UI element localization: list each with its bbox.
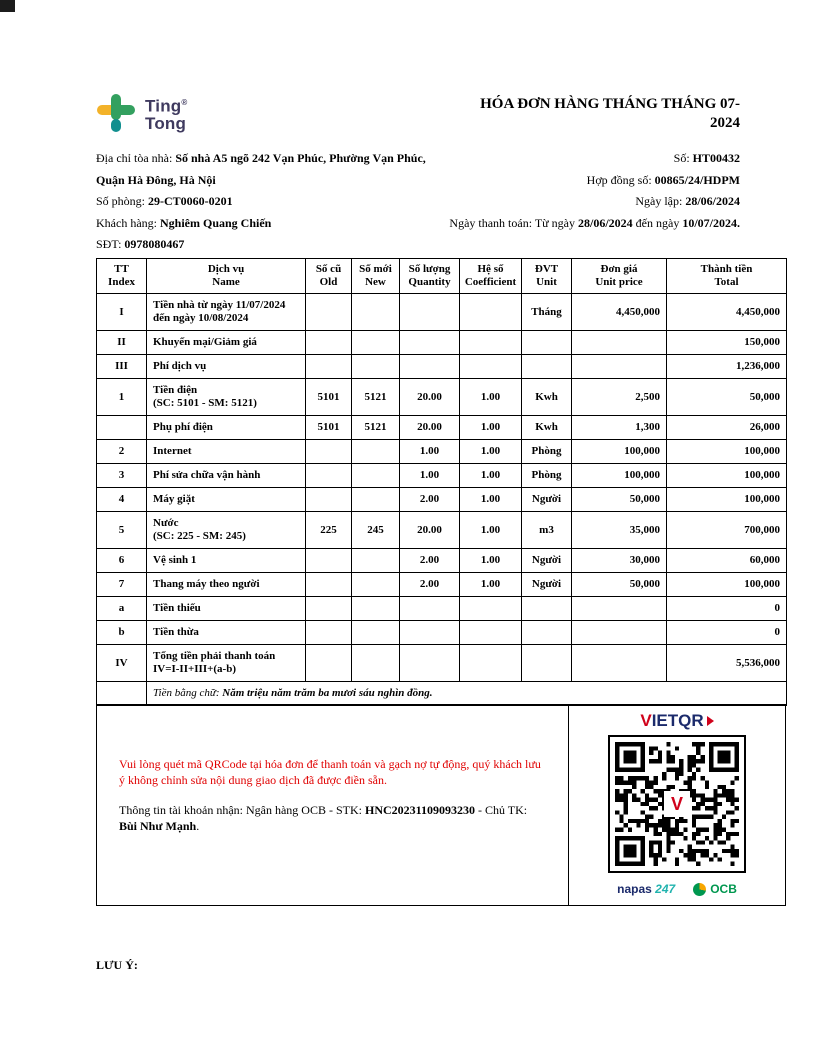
vietqr-rest-letters: IETQR <box>651 711 704 730</box>
cell-name <box>147 440 306 464</box>
cell-total: 100,000 <box>667 440 787 464</box>
info-right-text <box>674 151 740 166</box>
cell-unit: Phòng <box>522 464 572 488</box>
cell-new <box>352 488 400 512</box>
cell-new: 245 <box>352 512 400 549</box>
column-header-line: Thành tiền <box>700 263 753 275</box>
vietqr-center-v: V <box>670 794 683 814</box>
info-left-text <box>96 151 426 166</box>
invoice-table-body <box>97 294 787 682</box>
text-run: Quận Hà Đông, Hà Nội <box>96 172 216 187</box>
cell-total: 4,450,000 <box>667 294 787 331</box>
column-header <box>306 259 352 294</box>
text-run: Số nhà A5 ngõ 242 Vạn Phúc, Phường Vạn Phúc, <box>175 151 426 165</box>
cell-total: 60,000 <box>667 549 787 573</box>
cell-new <box>352 294 400 331</box>
cell-quantity: 20.00 <box>400 416 460 440</box>
vietqr-center-mark <box>664 791 690 817</box>
invoice-title-line1: HÓA ĐƠN HÀNG THÁNG THÁNG 07- <box>480 96 740 112</box>
cell-name-line: Tiền thừa <box>153 626 199 638</box>
cell-name-line: (SC: 225 - SM: 245) <box>153 530 246 542</box>
cell-coefficient: 1.00 <box>460 549 522 573</box>
info-line <box>96 237 740 259</box>
cell-total: 1,236,000 <box>667 355 787 379</box>
cell-total: 150,000 <box>667 331 787 355</box>
napas-text: napas <box>617 882 652 896</box>
tingtong-wordmark-line2: Tong <box>145 113 187 133</box>
vietqr-logo <box>640 710 713 732</box>
cell-unit-price <box>572 645 667 682</box>
cell-name-line: đến ngày 10/08/2024 <box>153 312 249 324</box>
column-header <box>460 259 522 294</box>
cell-unit: Kwh <box>522 416 572 440</box>
text-run: Hợp đồng số: <box>586 172 655 187</box>
ocb-circle-icon <box>693 883 706 896</box>
table-row <box>97 549 787 573</box>
cell-new: 5121 <box>352 416 400 440</box>
payment-qr-panel <box>569 705 785 905</box>
cell-name-line: Nước <box>153 517 179 529</box>
cell-name <box>147 512 306 549</box>
text-run: 00865/24/HDPM <box>654 172 740 187</box>
cell-unit <box>522 645 572 682</box>
cell-unit-price: 35,000 <box>572 512 667 549</box>
table-row <box>97 416 787 440</box>
text-run: . <box>737 215 740 230</box>
column-header-line: Old <box>319 276 338 288</box>
column-header <box>147 259 306 294</box>
text-run: Ngày lập: <box>635 194 686 209</box>
cell-name-line: Thang máy theo người <box>153 578 260 590</box>
cell-unit <box>522 331 572 355</box>
column-header-line: ĐVT <box>534 263 559 275</box>
column-header-line: New <box>365 276 386 288</box>
info-left-text <box>96 216 271 231</box>
cell-name <box>147 464 306 488</box>
cell-index: 2 <box>97 440 147 464</box>
table-row <box>97 331 787 355</box>
cell-unit: Người <box>522 573 572 597</box>
cell-quantity: 1.00 <box>400 440 460 464</box>
tingtong-cross-icon <box>95 92 137 134</box>
cell-name-line: Phí dịch vụ <box>153 360 207 372</box>
amount-in-words-label: Tiền bằng chữ: <box>153 687 223 699</box>
cell-coefficient: 1.00 <box>460 416 522 440</box>
column-header-line: Đơn giá <box>600 263 638 275</box>
text-run: Số: <box>673 151 693 165</box>
table-row <box>97 294 787 331</box>
table-row <box>97 440 787 464</box>
text-run: Ngày thanh toán: Từ ngày <box>449 215 578 230</box>
cell-name-line: Vệ sinh 1 <box>153 554 197 566</box>
cell-index: II <box>97 331 147 355</box>
cell-new <box>352 549 400 573</box>
cell-name-line: Tiền điện <box>153 384 198 396</box>
text-run: Bùi Như Mạnh <box>119 818 197 833</box>
cell-index: b <box>97 621 147 645</box>
info-right-text <box>635 194 740 209</box>
cell-name <box>147 355 306 379</box>
cell-old: 5101 <box>306 416 352 440</box>
text-run: SĐT: <box>96 237 125 252</box>
vietqr-arrow-icon <box>707 716 714 726</box>
column-header-line: Hệ số <box>477 263 504 275</box>
tingtong-logo <box>95 92 187 134</box>
column-header <box>400 259 460 294</box>
text-run: Nghiêm Quang Chiến <box>159 215 272 230</box>
cell-unit-price: 1,300 <box>572 416 667 440</box>
cell-index: 3 <box>97 464 147 488</box>
column-header-line: Unit <box>536 276 557 288</box>
cell-old <box>306 645 352 682</box>
text-run: Số phòng: <box>96 194 149 209</box>
info-line <box>96 173 740 195</box>
cell-old <box>306 440 352 464</box>
cell-old <box>306 621 352 645</box>
text-run: đến ngày <box>632 215 683 230</box>
cell-coefficient: 1.00 <box>460 512 522 549</box>
cell-quantity <box>400 645 460 682</box>
cell-name <box>147 294 306 331</box>
scan-corner-artifact <box>0 0 15 12</box>
table-row <box>97 355 787 379</box>
cell-unit-price: 50,000 <box>572 573 667 597</box>
tingtong-wordmark <box>145 94 187 132</box>
cell-name-line: Tiền nhà từ ngày 11/07/2024 <box>153 299 286 311</box>
text-run: 10/07/2024 <box>682 215 737 230</box>
text-run: 28/06/2024 <box>685 194 740 209</box>
cell-index: 6 <box>97 549 147 573</box>
column-header-line: Quantity <box>408 276 451 288</box>
cell-coefficient <box>460 645 522 682</box>
cell-total: 700,000 <box>667 512 787 549</box>
column-header-line: Name <box>212 276 240 288</box>
cell-name-line: IV=I-II+III+(a-b) <box>153 663 236 675</box>
cell-old <box>306 464 352 488</box>
cell-quantity <box>400 294 460 331</box>
text-run: HNC20231109093230 <box>364 803 475 817</box>
cell-unit-price: 30,000 <box>572 549 667 573</box>
cell-new <box>352 573 400 597</box>
table-row <box>97 573 787 597</box>
cell-name <box>147 645 306 682</box>
cell-old <box>306 549 352 573</box>
cell-name-line: Phụ phí điện <box>153 421 213 433</box>
text-run: . <box>196 818 200 833</box>
cell-quantity <box>400 621 460 645</box>
cell-unit <box>522 355 572 379</box>
cell-unit: Tháng <box>522 294 572 331</box>
cell-name <box>147 621 306 645</box>
invoice-title-line2: 2024 <box>710 115 740 131</box>
info-right-text <box>449 216 740 231</box>
cell-coefficient: 1.00 <box>460 464 522 488</box>
cell-old <box>306 294 352 331</box>
cell-index: a <box>97 597 147 621</box>
text-run: Khách hàng: <box>96 215 160 230</box>
info-right-text <box>587 173 740 188</box>
cell-index: 7 <box>97 573 147 597</box>
cell-name-line: Khuyến mại/Giảm giá <box>153 336 257 348</box>
cell-quantity: 20.00 <box>400 512 460 549</box>
payment-account-info <box>119 803 542 834</box>
cell-name-line: (SC: 5101 - SM: 5121) <box>153 397 257 409</box>
cell-old: 5101 <box>306 379 352 416</box>
table-row <box>97 464 787 488</box>
notes-heading: LƯU Ý: <box>96 958 138 972</box>
payment-notice: Vui lòng quét mã QRCode tại hóa đơn để thanh toán và gạch nợ tự động, quý khách lưu ý không chỉnh sửa nội dung giao dịch đã được điền sẵn. <box>119 757 541 787</box>
cell-unit-price <box>572 621 667 645</box>
payment-network-logos <box>617 882 737 896</box>
amount-in-words <box>147 682 787 706</box>
cell-unit: Người <box>522 488 572 512</box>
cell-coefficient: 1.00 <box>460 440 522 464</box>
qr-code <box>608 735 746 873</box>
info-left-text <box>96 237 184 252</box>
cell-index: 5 <box>97 512 147 549</box>
cell-total: 100,000 <box>667 488 787 512</box>
cell-unit: m3 <box>522 512 572 549</box>
cell-total: 0 <box>667 621 787 645</box>
tingtong-wordmark-line1 <box>145 94 187 115</box>
cell-unit-price: 2,500 <box>572 379 667 416</box>
text-run: Địa chỉ tòa nhà: <box>96 151 176 165</box>
info-line <box>96 216 740 238</box>
cell-quantity: 2.00 <box>400 488 460 512</box>
info-left-text <box>96 173 216 188</box>
text-run: Thông tin tài khoản nhận: Ngân hàng OCB - STK: <box>119 803 365 817</box>
invoice-info <box>96 151 740 259</box>
column-header-line: Số cũ <box>315 263 342 275</box>
table-row <box>97 379 787 416</box>
cell-index: 1 <box>97 379 147 416</box>
text-run: 0978080467 <box>124 237 185 252</box>
amount-in-words-value: Năm triệu năm trăm ba mươi sáu nghìn đồng. <box>222 687 433 699</box>
column-header <box>522 259 572 294</box>
text-run: 28/06/2024 <box>578 215 633 230</box>
cell-total: 100,000 <box>667 464 787 488</box>
vietqr-v-letter: V <box>640 711 652 730</box>
cell-quantity: 20.00 <box>400 379 460 416</box>
cell-unit-price <box>572 355 667 379</box>
cell-unit-price: 50,000 <box>572 488 667 512</box>
cell-unit: Kwh <box>522 379 572 416</box>
cell-coefficient <box>460 294 522 331</box>
column-header-line: Total <box>714 276 739 288</box>
cell-name-line: Tổng tiền phải thanh toán <box>153 650 276 662</box>
info-line <box>96 194 740 216</box>
cell-coefficient: 1.00 <box>460 488 522 512</box>
column-header-line: Số lượng <box>408 263 451 275</box>
table-row <box>97 645 787 682</box>
cell-new <box>352 331 400 355</box>
registered-mark: ® <box>181 98 188 108</box>
column-header-line: Số mới <box>359 263 392 275</box>
cell-name-line: Phí sửa chữa vận hành <box>153 469 261 481</box>
logo-text-ting: Ting <box>145 96 182 116</box>
ocb-text: OCB <box>710 882 737 896</box>
cell-name <box>147 488 306 512</box>
cell-index: III <box>97 355 147 379</box>
cell-old <box>306 331 352 355</box>
column-header <box>352 259 400 294</box>
napas-247-text: 247 <box>655 882 676 896</box>
column-header-line: TT <box>114 263 129 275</box>
info-line <box>96 151 740 173</box>
cell-coefficient <box>460 331 522 355</box>
column-header-line: Coefficient <box>464 276 517 288</box>
cell-name <box>147 597 306 621</box>
cell-unit: Phòng <box>522 440 572 464</box>
cell-new <box>352 645 400 682</box>
column-header-line: Unit price <box>595 276 643 288</box>
napas-logo <box>617 882 675 896</box>
cell-new <box>352 355 400 379</box>
cell-name <box>147 416 306 440</box>
payment-instructions <box>97 705 569 905</box>
cell-new <box>352 440 400 464</box>
cell-unit <box>522 621 572 645</box>
cell-new: 5121 <box>352 379 400 416</box>
cell-total: 0 <box>667 597 787 621</box>
empty-cell <box>97 682 147 706</box>
cell-old <box>306 597 352 621</box>
invoice-title <box>420 95 740 133</box>
invoice-table <box>96 258 787 706</box>
cell-old <box>306 573 352 597</box>
column-header-line: Index <box>108 276 135 288</box>
column-header <box>97 259 147 294</box>
cell-quantity <box>400 331 460 355</box>
cell-total: 50,000 <box>667 379 787 416</box>
text-run: - Chủ TK: <box>475 803 528 817</box>
cell-coefficient <box>460 355 522 379</box>
cell-coefficient: 1.00 <box>460 379 522 416</box>
cell-name <box>147 573 306 597</box>
cell-new <box>352 464 400 488</box>
cell-unit-price: 100,000 <box>572 464 667 488</box>
cell-new <box>352 621 400 645</box>
cell-index: I <box>97 294 147 331</box>
cell-old: 225 <box>306 512 352 549</box>
cell-coefficient <box>460 597 522 621</box>
cell-unit-price <box>572 331 667 355</box>
cell-name-line: Tiền thiếu <box>153 602 201 614</box>
cell-old <box>306 488 352 512</box>
cell-name <box>147 379 306 416</box>
amount-in-words-row <box>97 682 787 706</box>
text-run: 29-CT0060-0201 <box>148 194 233 209</box>
table-row <box>97 488 787 512</box>
table-row <box>97 621 787 645</box>
cell-unit <box>522 597 572 621</box>
cell-unit-price: 100,000 <box>572 440 667 464</box>
cell-quantity: 1.00 <box>400 464 460 488</box>
cell-unit-price <box>572 597 667 621</box>
cell-name <box>147 331 306 355</box>
info-left-text <box>96 194 233 209</box>
table-row <box>97 597 787 621</box>
payment-section <box>96 704 786 906</box>
cell-total: 5,536,000 <box>667 645 787 682</box>
cell-quantity: 2.00 <box>400 573 460 597</box>
cell-unit: Người <box>522 549 572 573</box>
text-run: HT00432 <box>692 151 740 165</box>
cell-quantity: 2.00 <box>400 549 460 573</box>
cell-name <box>147 549 306 573</box>
invoice-table-header <box>97 259 787 294</box>
cell-quantity <box>400 597 460 621</box>
ocb-logo <box>693 882 737 896</box>
cell-old <box>306 355 352 379</box>
cell-new <box>352 597 400 621</box>
column-header-line: Dịch vụ <box>207 263 245 275</box>
cell-index: IV <box>97 645 147 682</box>
cell-unit-price: 4,450,000 <box>572 294 667 331</box>
table-row <box>97 512 787 549</box>
cell-name-line: Internet <box>153 445 192 457</box>
cell-total: 100,000 <box>667 573 787 597</box>
cell-total: 26,000 <box>667 416 787 440</box>
cell-quantity <box>400 355 460 379</box>
cell-coefficient <box>460 621 522 645</box>
column-header <box>572 259 667 294</box>
cell-index: 4 <box>97 488 147 512</box>
cell-coefficient: 1.00 <box>460 573 522 597</box>
column-header <box>667 259 787 294</box>
cell-index <box>97 416 147 440</box>
cell-name-line: Máy giặt <box>153 493 195 505</box>
